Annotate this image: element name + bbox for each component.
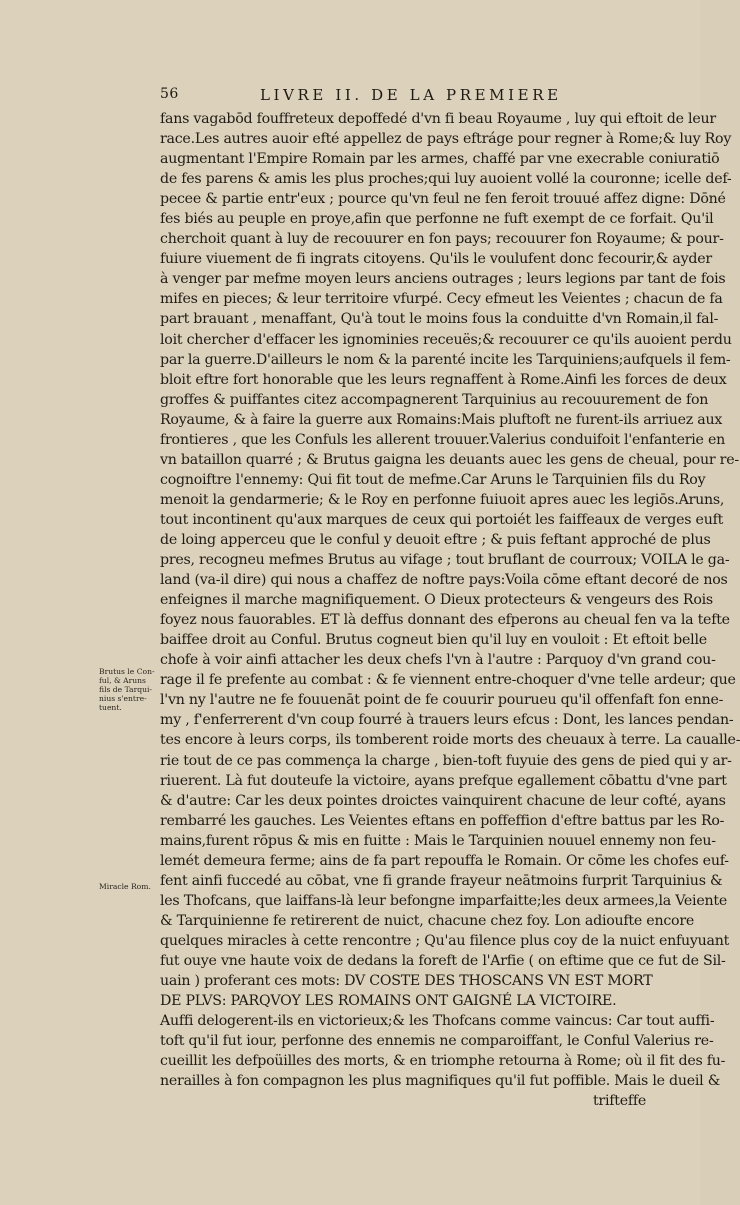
text-line: part brauant , menaffant, Qu'à tout le moins fous la conduitte d'vn Romain,il fal-: [160, 311, 719, 328]
text-line: mifes en pieces; & leur territoire vfurpé. Cecy efmeut les Veientes ; chacun de fa: [160, 291, 723, 308]
text-line: frontieres , que les Confuls les allerent trouuer.Valerius conduifoit l'enfanterie en: [160, 431, 725, 448]
text-line: & d'autre: Car les deux pointes droictes vainquirent chacune de leur cofté, ayans: [160, 792, 726, 809]
text-line: trifteffe: [592, 1093, 646, 1110]
text-line: pecee & partie entr'eux ; pource qu'vn feul ne fen feroit trouué affez digne: Dōné: [160, 191, 726, 208]
text-line: baiffee droit au Conful. Brutus cogneut bien qu'il luy en vouloit : Et eftoit belle: [160, 632, 707, 649]
text-line: fut ouye vne haute voix de dedans la foreft de l'Arfie ( on eftime que ce fut de Sil-: [160, 952, 726, 969]
text-line: quelques miracles à cette rencontre ; Qu'au filence plus coy de la nuict enfuyuant: [160, 932, 730, 949]
text-line: race.Les autres auoir efté appellez de pays eftráge pour regner à Rome;& luy Roy: [160, 131, 732, 148]
text-line: rembarré les gauches. Les Veientes eftans en poffeffion d'eftre battus par les Ro-: [160, 812, 725, 829]
text-line: rie tout de ce pas commença la charge , bien-toft fuyuie des gens de pied qui y ar-: [160, 752, 732, 769]
text-line: lemét demeura ferme; ains de fa part repouffa le Romain. Or cōme les chofes euf-: [160, 852, 729, 869]
text-line: foyez nous fauorables. ET là deffus donnant des efperons au cheual fen va la tefte: [160, 612, 730, 629]
text-line: Royaume, & à faire la guerre aux Romains:Mais pluftoft ne furent-ils arriuez aux: [160, 411, 723, 428]
margin-note-line: nius s'entre-: [99, 694, 147, 703]
text-line: cueillit les defpoüilles des morts, & en triomphe retourna à Rome; où il fit des fu-: [160, 1053, 726, 1070]
page-number: 56: [160, 86, 179, 102]
body-text: [160, 109, 740, 1111]
text-line: l'vn ny l'autre ne fe fouuenāt point de fe couurir pourueu qu'il offenfaft fon enne-: [160, 692, 724, 709]
text-line: mains,furent rōpus & mis en fuitte : Mais le Tarquinien nouuel ennemy non feu-: [160, 832, 716, 849]
text-line: cognoiftre l'ennemy: Qui fit tout de mefme.Car Aruns le Tarquinien fils du Roy: [160, 471, 706, 488]
text-line: DE PLVS: PARQVOY LES ROMAINS ONT GAIGNÉ LA VICTOIRE.: [160, 993, 617, 1010]
text-line: de fes parens & amis les plus proches;qui luy auoient vollé la couronne; icelle def-: [160, 171, 732, 188]
text-line: vn bataillon quarré ; & Brutus gaigna les deuants auec les gens de cheual, pour re-: [160, 451, 739, 468]
margin-note-miracle: [99, 882, 157, 891]
text-line: Auffi delogerent-ils en victorieux;& les Thofcans comme vaincus: Car tout auffi-: [160, 1013, 715, 1030]
running-title: LIVRE II. DE LA PREMIERE: [260, 86, 562, 104]
text-line: à venger par mefme moyen leurs anciens outrages ; leurs legions par tant de fois: [160, 271, 726, 288]
margin-note-line: Miracle Rom.: [99, 882, 151, 891]
text-line: fes biés au peuple en proye,afin que perfonne ne fuft exempt de ce forfait. Qu'il: [160, 211, 714, 228]
margin-note-brutus-aruns: [99, 667, 157, 712]
margin-note-line: tuent.: [99, 703, 122, 712]
margin-note-line: Brutus le Con-: [99, 667, 155, 676]
text-line: cherchoit quant à luy de recouurer en fon pays; recouurer fon Royaume; & pour-: [160, 231, 724, 248]
text-line: groffes & puiffantes citez accompagnerent Tarquinius au recouurement de fon: [160, 391, 709, 408]
text-line: fent ainfi fuccedé au cōbat, vne fi grande frayeur neātmoins furprit Tarquinius &: [160, 872, 723, 889]
text-line: fuiure viuement de fi ingrats citoyens. Qu'ils le voulufent donc fecourir,& ayder: [160, 251, 712, 268]
text-line: bloit eftre fort honorable que les leurs regnaffent à Rome.Ainfi les forces de deux: [160, 371, 727, 388]
text-line: nerailles à fon compagnon les plus magnifiques qu'il fut poffible. Mais le dueil &: [160, 1073, 721, 1090]
text-line: enfeignes il marche magnifiquement. O Dieux protecteurs & vengeurs des Rois: [160, 592, 713, 609]
text-line: uain ) proferant ces mots: DV COSTE DES THOSCANS VN EST MORT: [160, 973, 653, 990]
page-header: [160, 86, 560, 108]
text-line: & Tarquinienne fe retirerent de nuict, chacune chez foy. Lon adioufte encore: [160, 912, 694, 929]
margin-note-line: fils de Tarqui-: [99, 685, 152, 694]
text-line: menoit la gendarmerie; & le Roy en perfonne fuiuoit apres auec les legiōs.Aruns,: [160, 491, 725, 508]
text-line: tout incontinent qu'aux marques de ceux qui portoiét les faiffeaux de verges euft: [160, 511, 724, 528]
text-line: land (va-il dire) qui nous a chaffez de noftre pays:Voila cōme eftant decoré de nos: [160, 572, 728, 589]
text-line: my , f'enferrerent d'vn coup fourré à trauers leurs efcus : Dont, les lances pendan-: [160, 712, 734, 729]
margin-note-line: ful, & Aruns: [99, 676, 146, 685]
text-line: tes encore à leurs corps, ils tomberent roide morts des cheuaux à terre. La caualle-: [160, 732, 740, 749]
text-line: fans vagabōd fouffreteux depoffedé d'vn fi beau Royaume , luy qui eftoit de leur: [160, 111, 716, 127]
text-line: rage il fe prefente au combat : & fe viennent entre-choquer d'vne telle ardeur; que: [160, 672, 736, 689]
text-line: chofe à voir ainfi attacher les deux chefs l'vn à l'autre : Parquoy d'vn grand cou-: [160, 652, 716, 669]
text-line: riuerent. Là fut douteufe la victoire, ayans prefque egallement cōbattu d'vne part: [160, 772, 727, 789]
text-line: de loing apperceu que le conful y deuoit eftre ; & puis feftant approché de plus: [160, 531, 711, 548]
text-line: toft qu'il fut iour, perfonne des ennemis ne comparoiffant, le Conful Valerius re-: [160, 1033, 714, 1050]
text-line: pres, recogneu mefmes Brutus au vifage ; tout bruflant de courroux; VOILA le ga-: [160, 552, 730, 569]
text-line: par la guerre.D'ailleurs le nom & la parenté incite les Tarquiniens;aufquels il fem-: [160, 351, 731, 368]
text-line: augmentant l'Empire Romain par les armes, chaffé par vne execrable coniuratiō: [160, 151, 720, 168]
text-line: loit chercher d'effacer les ignominies receuës;& recouurer ce qu'ils auoient perdu: [160, 331, 732, 348]
text-line: les Thofcans, que laiffans-là leur befongne imparfaitte;les deux armees,la Veiente: [160, 892, 727, 909]
